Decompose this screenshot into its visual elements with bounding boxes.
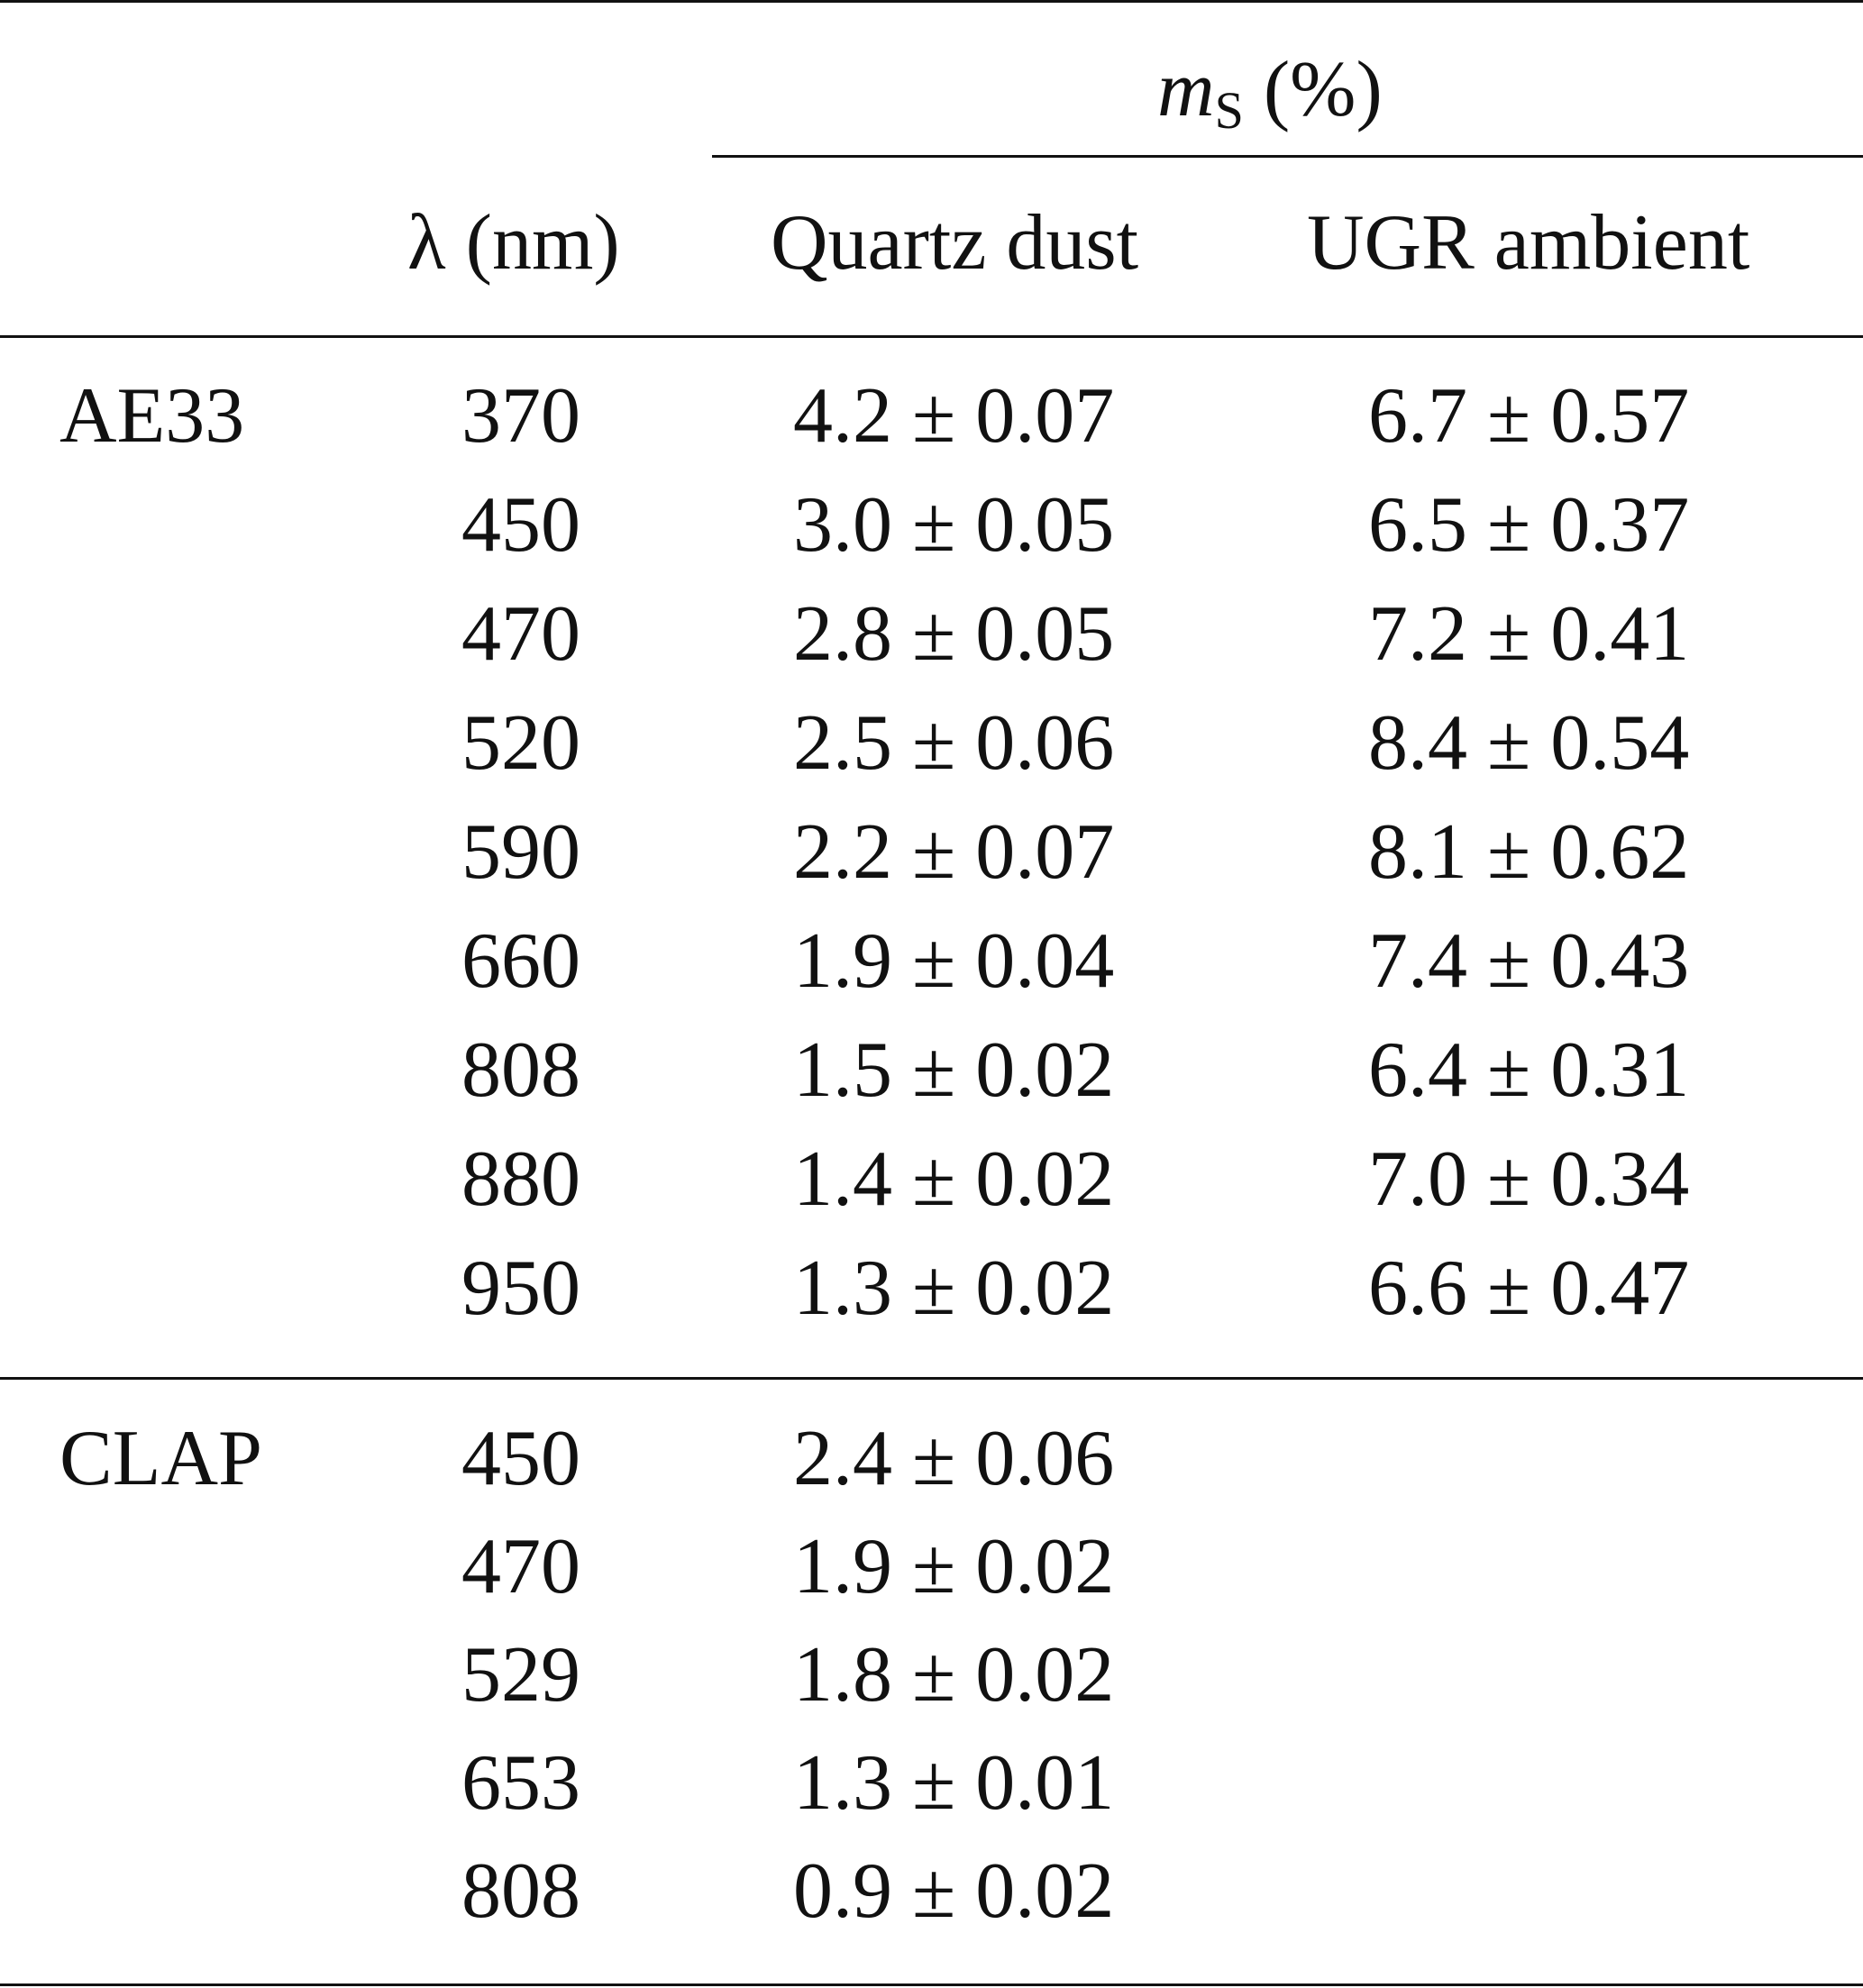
quartz-cell: 2.8 ± 0.05 (793, 590, 1115, 678)
top-rule (0, 0, 1863, 3)
wavelength-cell: 950 (461, 1245, 580, 1332)
section-divider-rule (0, 1377, 1863, 1380)
quartz-cell: 1.5 ± 0.02 (793, 1026, 1115, 1114)
ugr-cell: 7.2 ± 0.41 (1368, 590, 1690, 678)
ms-subscript: S (1214, 81, 1244, 140)
wavelength-cell: 590 (461, 808, 580, 896)
ugr-cell: 6.6 ± 0.47 (1368, 1245, 1690, 1332)
ugr-cell: 6.4 ± 0.31 (1368, 1026, 1690, 1114)
quartz-cell: 0.9 ± 0.02 (793, 1847, 1115, 1935)
wavelength-cell: 450 (461, 481, 580, 569)
wavelength-cell: 808 (461, 1026, 580, 1114)
header-wavelength: λ (nm) (407, 199, 620, 287)
header-bottom-rule (0, 335, 1863, 338)
wavelength-cell: 880 (461, 1135, 580, 1223)
group-header-ms (1157, 46, 1383, 140)
quartz-cell: 4.2 ± 0.07 (793, 372, 1115, 460)
ugr-cell: 8.4 ± 0.54 (1368, 699, 1690, 787)
quartz-cell: 1.4 ± 0.02 (793, 1135, 1115, 1223)
bottom-rule (0, 1983, 1863, 1986)
wavelength-cell: 520 (461, 699, 580, 787)
group-header-rule (712, 155, 1863, 158)
quartz-cell: 1.8 ± 0.02 (793, 1631, 1115, 1719)
quartz-cell: 1.9 ± 0.02 (793, 1523, 1115, 1610)
quartz-cell: 2.5 ± 0.06 (793, 699, 1115, 787)
quartz-cell: 1.3 ± 0.01 (793, 1739, 1115, 1827)
wavelength-cell: 470 (461, 1523, 580, 1610)
ugr-cell: 7.0 ± 0.34 (1368, 1135, 1690, 1223)
ms-symbol: m (1157, 46, 1215, 133)
wavelength-cell: 470 (461, 590, 580, 678)
ugr-cell: 8.1 ± 0.62 (1368, 808, 1690, 896)
ugr-cell: 7.4 ± 0.43 (1368, 917, 1690, 1005)
quartz-cell: 1.9 ± 0.04 (793, 917, 1115, 1005)
header-quartz-dust: Quartz dust (771, 199, 1139, 287)
ugr-cell: 6.5 ± 0.37 (1368, 481, 1690, 569)
ugr-cell: 6.7 ± 0.57 (1368, 372, 1690, 460)
header-ugr-ambient: UGR ambient (1307, 199, 1750, 287)
wavelength-cell: 653 (461, 1739, 580, 1827)
instrument-label: CLAP (59, 1415, 262, 1502)
wavelength-cell: 660 (461, 917, 580, 1005)
wavelength-cell: 529 (461, 1631, 580, 1719)
quartz-cell: 1.3 ± 0.02 (793, 1245, 1115, 1332)
ms-unit: (%) (1263, 46, 1383, 133)
wavelength-cell: 450 (461, 1415, 580, 1502)
wavelength-cell: 370 (461, 372, 580, 460)
wavelength-cell: 808 (461, 1847, 580, 1935)
quartz-cell: 2.2 ± 0.07 (793, 808, 1115, 896)
instrument-label: AE33 (59, 372, 245, 460)
quartz-cell: 3.0 ± 0.05 (793, 481, 1115, 569)
quartz-cell: 2.4 ± 0.06 (793, 1415, 1115, 1502)
